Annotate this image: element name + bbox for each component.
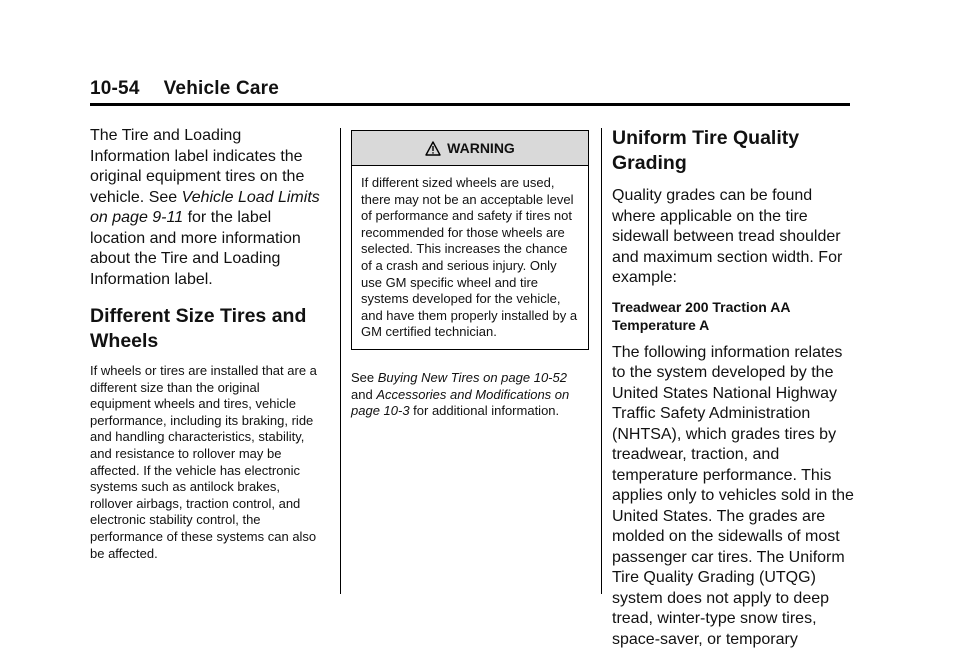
column-3 xyxy=(612,126,857,650)
uniform-tire-heading: Uniform Tire Quality Grading xyxy=(612,127,800,174)
header-rule xyxy=(90,103,850,106)
page-number: 10-54 xyxy=(90,78,140,99)
column-1 xyxy=(90,126,322,562)
page-header xyxy=(90,78,850,100)
utqg-info-paragraph: The following information relates to the system developed by the United States National Highway Traffic Safety Administration (NHTSA), which grades tires by treadwear, traction, and temperature performance. This applies only to vehicles sold in the United States. The grades are molded on the sidewalls of most passenger car tires. The Uniform Tire Quality Grading (UTQG) system does not apply to deep tread, winter-type snow tires, space-saver, or temporary xyxy=(612,343,854,648)
warning-box xyxy=(351,130,589,350)
column-divider-1 xyxy=(340,128,341,594)
grading-example: Treadwear 200 Traction AA Temperature A xyxy=(612,298,790,333)
quality-grades-paragraph: Quality grades can be found where applicable on the tire sidewall between tread shoulder and maximum section width. For example: xyxy=(612,187,843,286)
accessories-modifications-link[interactable]: Accessories and Modifications on page 10-3 xyxy=(351,386,570,419)
tire-label-paragraph: The Tire and Loading Information label indicates the original equipment tires on the vehicle. See Vehicle Load Limits on page 9-11 for the label location and more information about the Tire and Loading Information label. xyxy=(90,127,320,288)
warning-triangle-icon xyxy=(425,141,441,156)
column-divider-2 xyxy=(601,128,602,594)
column-2 xyxy=(351,126,589,420)
warning-text: If different sized wheels are used, there may not be an acceptable level of performance and safety if tires not recommended for those wheels are selected. This increases the chance of a crash and serious injury. Only use GM specific wheel and tire systems developed for the vehicle, and have them properly installed by a GM certified technician. xyxy=(361,175,578,340)
warning-title: WARNING xyxy=(447,140,515,156)
different-size-heading: Different Size Tires and Wheels xyxy=(90,305,307,352)
warning-header xyxy=(352,131,588,166)
section-title: Vehicle Care xyxy=(163,78,280,99)
buying-new-tires-link[interactable]: Buying New Tires on page 10-52 xyxy=(377,369,567,385)
see-also-paragraph: See Buying New Tires on page 10-52 and Accessories and Modifications on page 10-3 for additional information. xyxy=(351,369,570,419)
different-size-paragraph: If wheels or tires are installed that are a different size than the original equipment wheels and tires, vehicle performance, including its braking, ride and handling characteristics, stability, and resistance to rollover may be affected. If the vehicle has electronic systems such as antilock brakes, rollover airbags, traction control, and electronic stability control, the performance of these systems can also be affected. xyxy=(90,363,317,561)
vehicle-load-limits-link[interactable]: Vehicle Load Limits on page 9-11 xyxy=(90,188,320,226)
